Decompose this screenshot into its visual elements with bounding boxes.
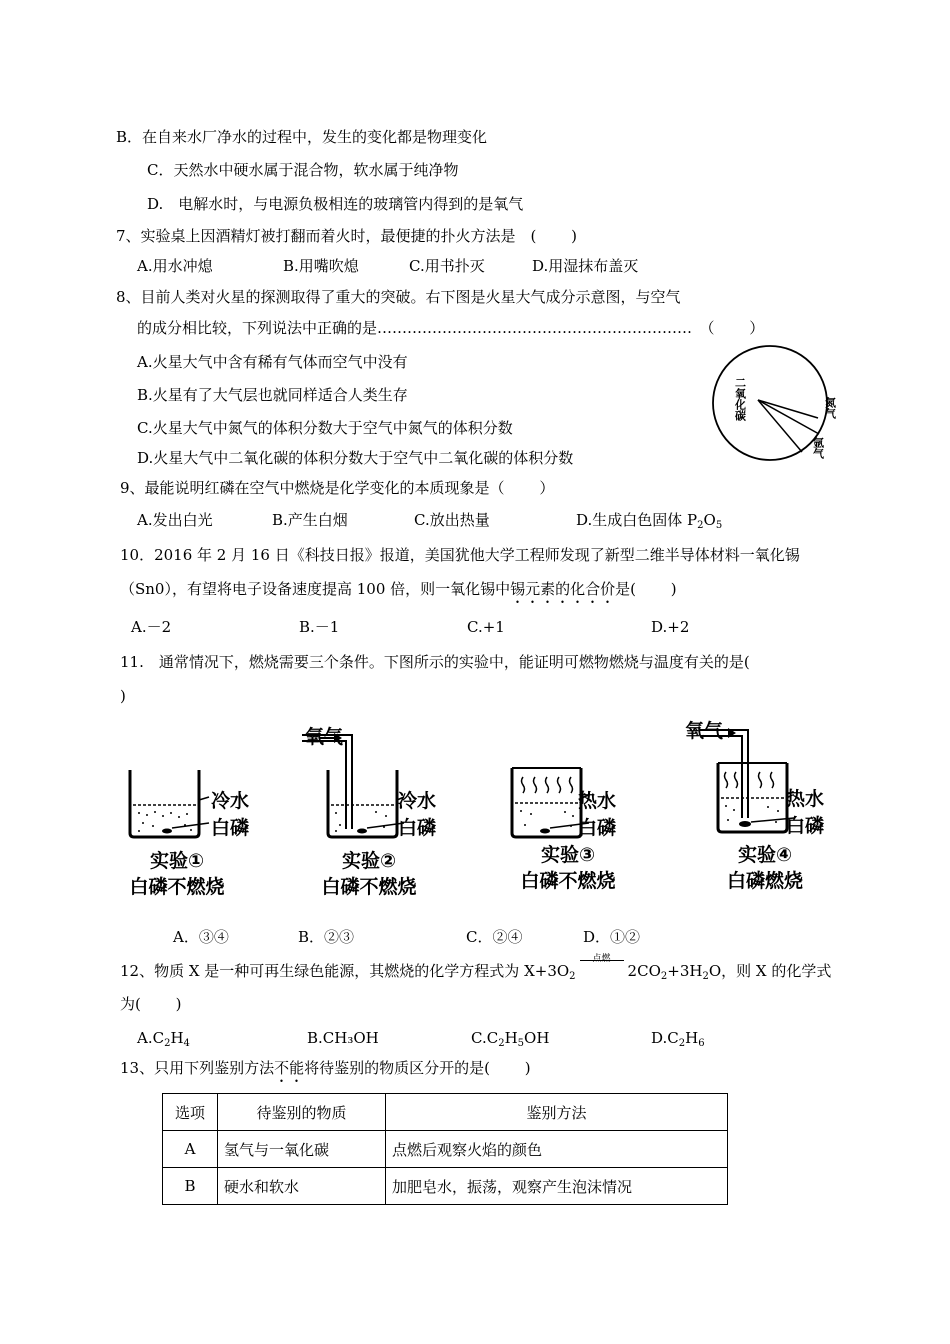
q9-stem: 9、最能说明红磷在空气中燃烧是化学变化的本质现象是（ ）	[120, 479, 555, 497]
q6-option-c: C．天然水中硬水属于混合物，软水属于纯净物	[147, 161, 459, 179]
q8-option-d: D.火星大气中二氧化碳的体积分数大于空气中二氧化碳的体积分数	[137, 449, 574, 467]
q10-option-c: C.+1	[467, 618, 505, 636]
q8-stem-line2: 的成分相比较，下列说法中正确的是……………………………………………………… （ ）	[137, 319, 765, 337]
q11-stem-line2: )	[120, 687, 126, 705]
pie-label-co2: 二氧化碳	[733, 377, 747, 421]
q9-option-d: D.生成白色固体 $P_2O_5$	[576, 511, 723, 531]
exp3-white-p-label: 白磷	[578, 817, 617, 839]
q10-option-a: A.－2	[131, 618, 172, 636]
q8-option-a: A.火星大气中含有稀有气体而空气中没有	[137, 353, 408, 371]
table-header-cell: 选项	[163, 1094, 218, 1131]
table-header-cell: 待鉴别的物质	[218, 1094, 386, 1131]
q12-option-d: $D.C_2H_6$	[651, 1029, 705, 1049]
q6-option-b: B．在自来水厂净水的过程中，发生的变化都是物理变化	[116, 128, 488, 146]
pie-label-n2: 氮气	[823, 397, 837, 419]
exp4-result: 白磷燃烧	[726, 870, 803, 892]
table-header-cell: 鉴别方法	[386, 1094, 728, 1131]
identification-table	[162, 1093, 728, 1205]
q9-option-a: A.发出白光	[137, 511, 213, 529]
exp2-cold-water-label: 冷水	[398, 790, 437, 812]
exp2-caption	[305, 848, 433, 900]
table-cell: 硬水和软水	[218, 1168, 386, 1205]
exp4-white-p-label: 白磷	[786, 815, 825, 837]
table-cell: 加肥皂水，振荡，观察产生泡沫情况	[386, 1168, 728, 1205]
q12-option-a: $A.C_2H_4$	[137, 1029, 190, 1049]
exp2-oxygen-label: 氧气	[305, 726, 344, 748]
q7-option-c: C.用书扑灭	[409, 257, 485, 275]
q11-stem-line1: 11. 通常情况下，燃烧需要三个条件。下图所示的实验中，能证明可燃物燃烧与温度有关的是(	[120, 653, 750, 671]
q8-option-b: B.火星有了大气层也就同样适合人类生存	[137, 386, 408, 404]
q7-option-d: D.用湿抹布盖灭	[532, 257, 639, 275]
table-cell: A	[163, 1131, 218, 1168]
q6-option-d: D. 电解水时，与电源负极相连的玻璃管内得到的是氧气	[147, 195, 524, 213]
q11-option-c: C．②④	[466, 928, 523, 946]
q10-stem-line2: （Sn0），有望将电子设备速度提高 100 倍，则一氧化锡中锡元素的化合价是( )	[120, 580, 677, 598]
table-row	[163, 1168, 728, 1205]
exp2-white-p-label: 白磷	[398, 817, 437, 839]
q12-option-c: $C.C_2H_5OH$	[471, 1029, 550, 1049]
exp1-cold-water-label: 冷水	[211, 790, 250, 812]
q12-stem-line1: 12、物质 X 是一种可再生绿色能源，其燃烧的化学方程式为 $X+3O_2$ 点燃 $2CO_2+3H_2O$，则 X 的化学式	[120, 954, 832, 982]
pie-label-ar: 氩气	[811, 437, 825, 459]
q10-stem-line1: 10．2016 年 2 月 16 日《科技日报》报道，美国犹他大学工程师发现了新型二维半导体材料一氧化锡	[120, 546, 800, 564]
exp1-title: 实验①	[149, 850, 205, 872]
q8-stem-line1: 8、目前人类对火星的探测取得了重大的突破。右下图是火星大气成分示意图，与空气	[116, 288, 681, 306]
exp3-title: 实验③	[540, 844, 596, 866]
q11-option-b: B．②③	[298, 928, 355, 946]
q12-stem-line2: 为( )	[120, 995, 182, 1013]
exp3-hot-water-label: 热水	[578, 790, 617, 812]
q8-option-c: C.火星大气中氮气的体积分数大于空气中氮气的体积分数	[137, 419, 513, 437]
q10-option-b: B.－1	[299, 618, 340, 636]
table-cell: B	[163, 1168, 218, 1205]
q10-option-d: D.+2	[651, 618, 690, 636]
q9-option-c: C.放出热量	[414, 511, 490, 529]
q11-option-d: D．①②	[583, 928, 641, 946]
exp4-oxygen-label: 氧气	[685, 720, 724, 742]
exp4-caption	[706, 842, 824, 894]
mars-atmosphere-pie	[700, 343, 850, 468]
q7-option-a: A.用水冲熄	[137, 257, 213, 275]
exp3-caption	[504, 842, 632, 894]
table-row	[163, 1131, 728, 1168]
exp2-result: 白磷不燃烧	[321, 876, 417, 898]
exp4-title: 实验④	[737, 844, 793, 866]
table-cell: 氢气与一氧化碳	[218, 1131, 386, 1168]
exp1-white-p-label: 白磷	[211, 817, 250, 839]
q11-option-a: A．③④	[173, 928, 229, 946]
q12-option-b: B.CH₃OH	[307, 1029, 379, 1047]
q7-option-b: B.用嘴吹熄	[283, 257, 359, 275]
reaction-arrow: 点燃	[580, 961, 624, 981]
q13-stem: 13、只用下列鉴别方法不能将待鉴别的物质区分开的是( )	[120, 1059, 531, 1077]
exp1-caption	[117, 848, 237, 900]
q9-option-b: B.产生白烟	[272, 511, 348, 529]
exp3-result: 白磷不燃烧	[520, 870, 616, 892]
exp2-title: 实验②	[341, 850, 397, 872]
exp1-result: 白磷不燃烧	[129, 876, 225, 898]
table-header-row	[163, 1094, 728, 1131]
q7-stem: 7、实验桌上因酒精灯被打翻而着火时，最便捷的扑火方法是 ( )	[116, 227, 578, 245]
table-cell: 点燃后观察火焰的颜色	[386, 1131, 728, 1168]
exp4-hot-water-label: 热水	[786, 788, 825, 810]
